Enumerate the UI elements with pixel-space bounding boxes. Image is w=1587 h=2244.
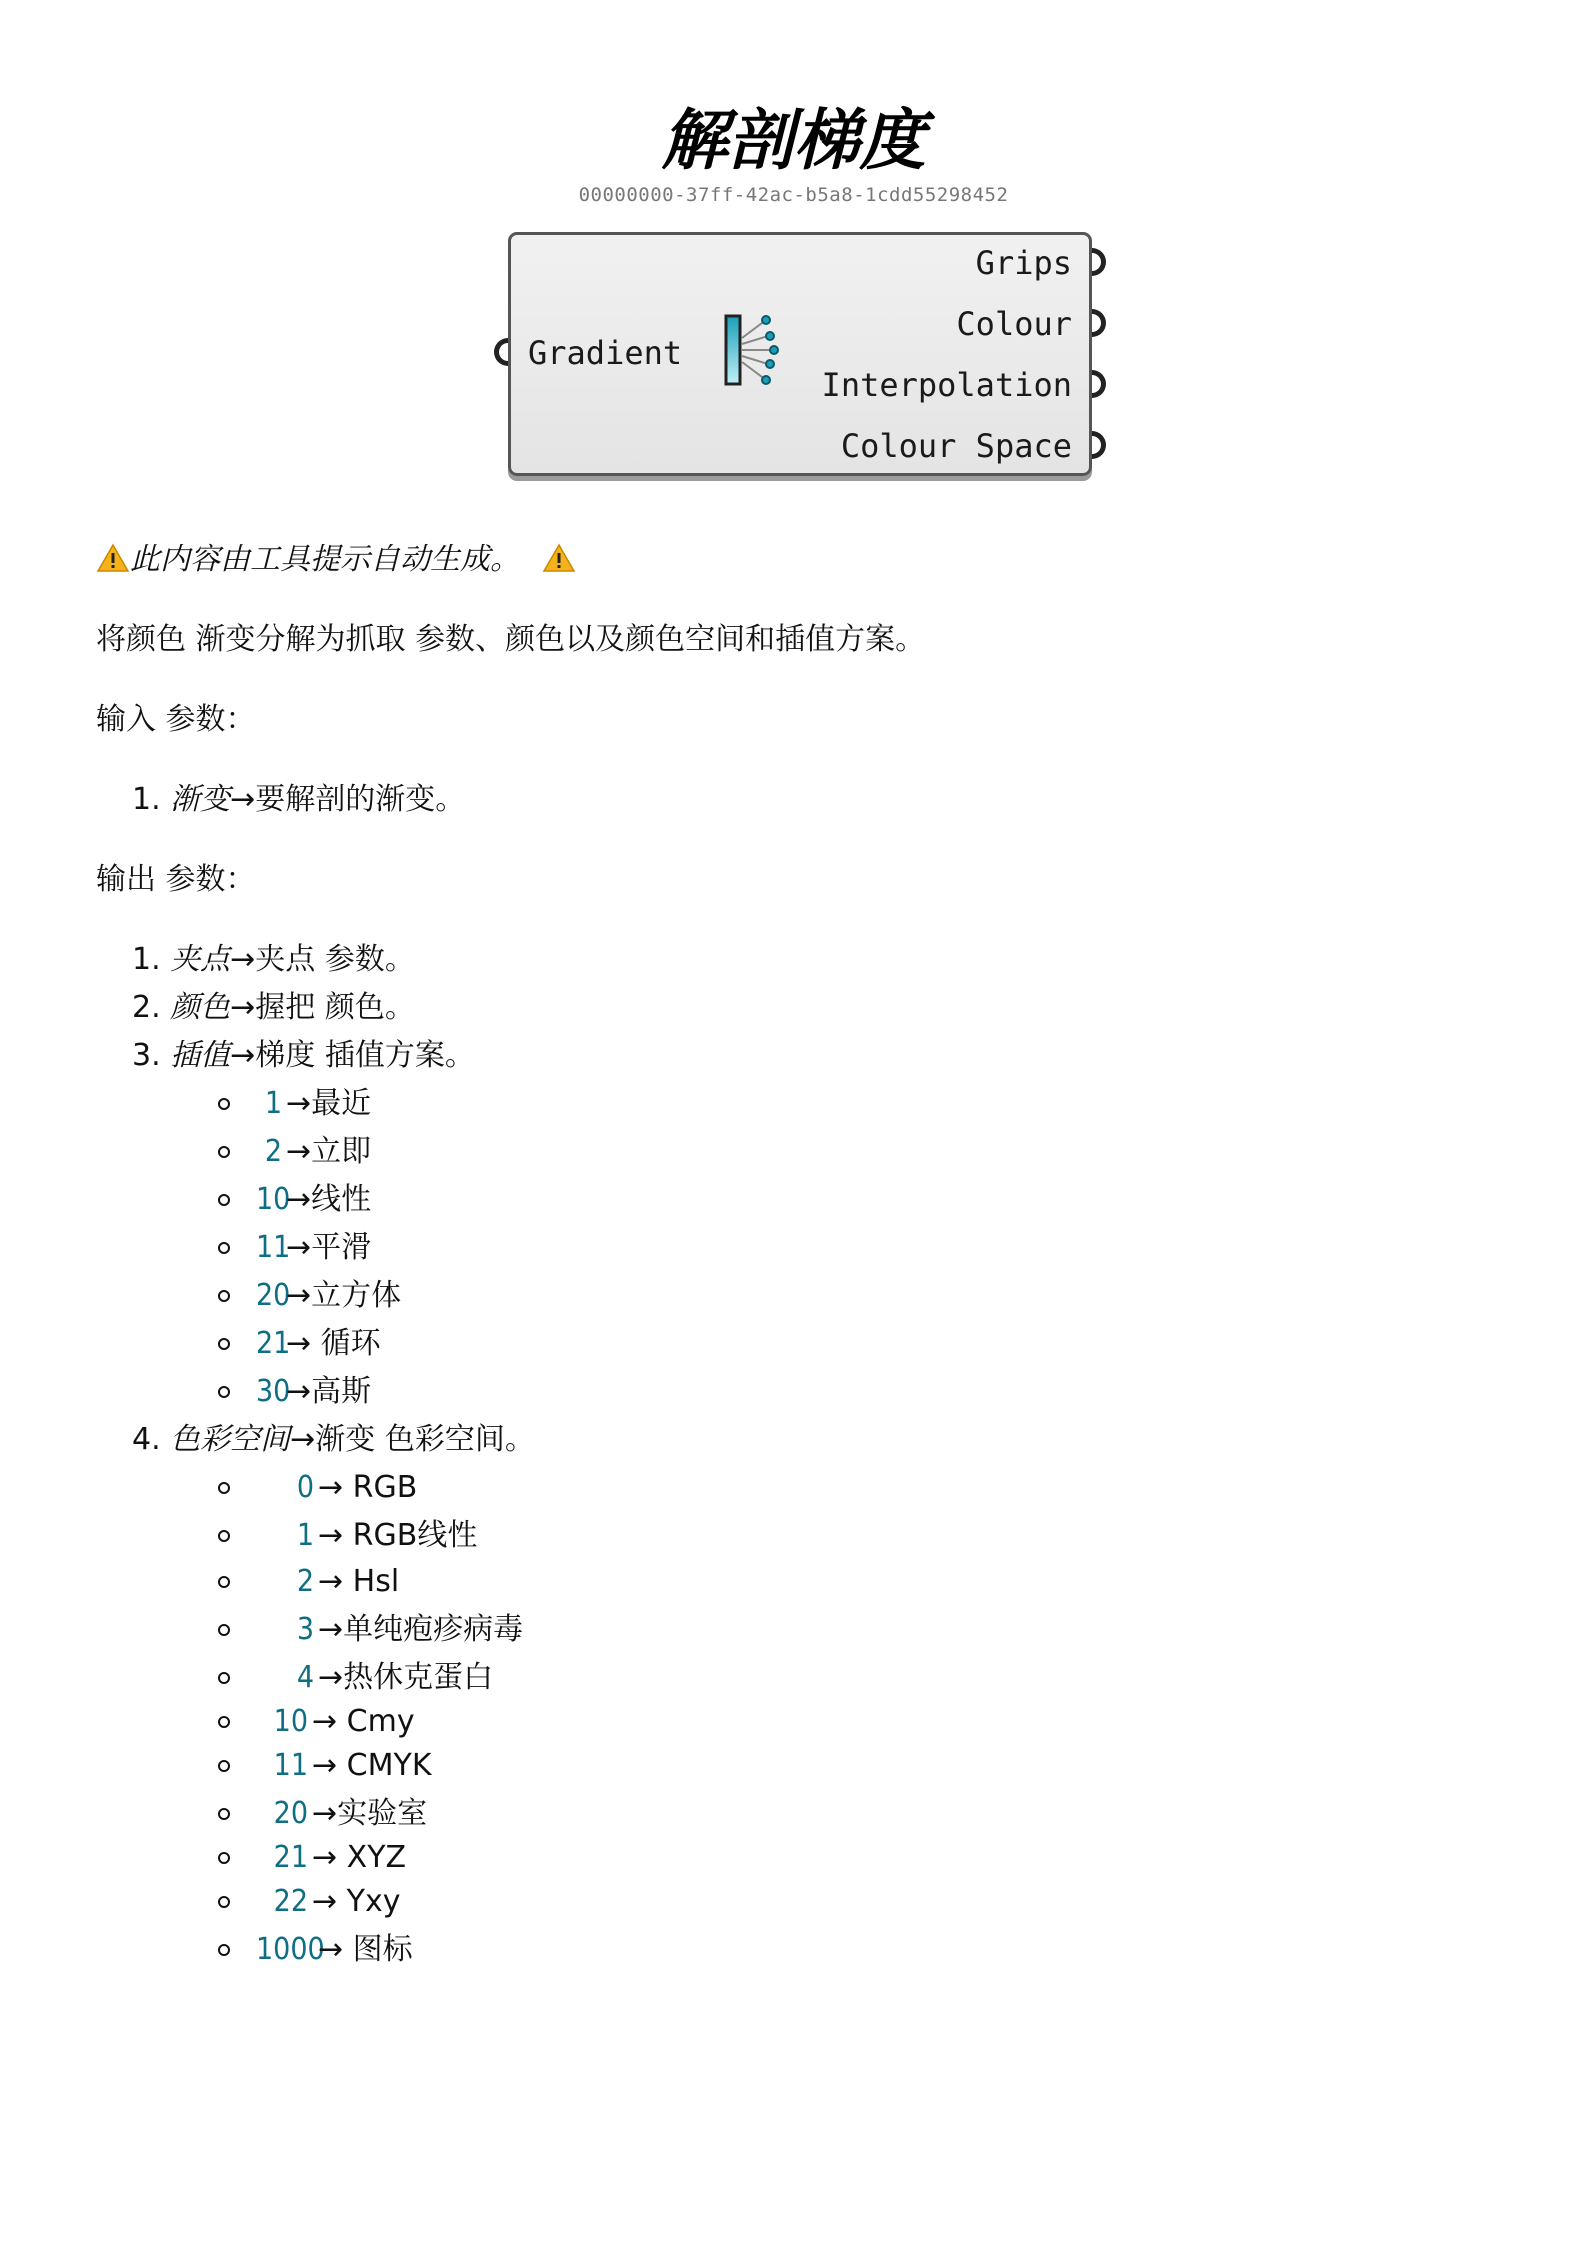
list-bullet [218, 1672, 230, 1684]
inputs-heading: 输入 参数： [96, 702, 256, 737]
colour-space-option: 20 →实验室 [273, 1796, 428, 1831]
input-grip[interactable] [494, 338, 508, 366]
list-bullet [218, 1098, 230, 1110]
colour-space-option: 3 →单纯疱疹病毒 [296, 1612, 524, 1647]
output-grip-interpolation[interactable] [1092, 370, 1106, 398]
list-bullet [218, 1944, 230, 1956]
colour-space-option: 4 →热休克蛋白 [296, 1660, 494, 1695]
description: 将颜色 渐变分解为抓取 参数、颜色以及颜色空间和插值方案。 [96, 622, 926, 657]
list-bullet [218, 1852, 230, 1864]
interp-option: 11→平滑 [256, 1230, 372, 1265]
interp-option: 21→ 循环 [256, 1326, 381, 1361]
list-bullet [218, 1386, 230, 1398]
gradient-dissect-icon [722, 310, 792, 390]
notice-text: 此内容由工具提示自动生成。 [130, 542, 520, 577]
interp-option: 30→高斯 [256, 1374, 372, 1409]
output-grip-grips[interactable] [1092, 248, 1106, 276]
list-bullet [218, 1530, 230, 1542]
colour-space-option: 0 → RGB [296, 1470, 418, 1505]
list-bullet [218, 1716, 230, 1728]
list-bullet [218, 1290, 230, 1302]
list-bullet [218, 1896, 230, 1908]
list-bullet [218, 1576, 230, 1588]
output-grip-colour-space[interactable] [1092, 431, 1106, 459]
list-bullet [218, 1760, 230, 1772]
list-bullet [218, 1146, 230, 1158]
list-bullet [218, 1624, 230, 1636]
colour-space-option: 21 → XYZ [273, 1840, 407, 1875]
colour-space-option: 1000→ 图标 [256, 1932, 413, 1967]
colour-space-option: 2 → Hsl [296, 1564, 400, 1599]
warning-icon [542, 543, 576, 573]
interp-option: 10→线性 [256, 1182, 372, 1217]
output-label-colour: Colour [956, 305, 1072, 343]
interp-option: 2 →立即 [264, 1134, 372, 1169]
output-item: 4. 色彩空间→渐变 色彩空间。 [132, 1422, 535, 1457]
warning-icon [96, 543, 130, 573]
list-bullet [218, 1194, 230, 1206]
output-item: 1. 夹点→夹点 参数。 [132, 942, 415, 977]
colour-space-option: 22 → Yxy [273, 1884, 401, 1919]
colour-space-option: 10 → Cmy [273, 1704, 415, 1739]
output-item: 3. 插值→梯度 插值方案。 [132, 1038, 475, 1073]
list-bullet [218, 1338, 230, 1350]
input-label: Gradient [528, 334, 683, 372]
output-grip-colour[interactable] [1092, 309, 1106, 337]
interp-option: 20→立方体 [256, 1278, 402, 1313]
output-label-grips: Grips [975, 244, 1072, 282]
list-bullet [218, 1808, 230, 1820]
input-item: 1. 渐变→要解剖的渐变。 [132, 782, 466, 817]
list-bullet [218, 1482, 230, 1494]
component-guid: 00000000-37ff-42ac-b5a8-1cdd55298452 [578, 184, 1009, 206]
component-node[interactable] [508, 232, 1096, 482]
list-bullet [218, 1242, 230, 1254]
output-item: 2. 颜色→握把 颜色。 [132, 990, 415, 1025]
page-title: 解剖梯度 [661, 102, 926, 179]
colour-space-option: 1 → RGB线性 [296, 1518, 478, 1553]
outputs-heading: 输出 参数： [96, 862, 256, 897]
interp-option: 1 →最近 [264, 1086, 372, 1121]
output-label-colour-space: Colour Space [840, 427, 1072, 465]
output-label-interpolation: Interpolation [821, 366, 1072, 404]
colour-space-option: 11 → CMYK [273, 1748, 432, 1783]
autogen-notice [96, 540, 576, 580]
